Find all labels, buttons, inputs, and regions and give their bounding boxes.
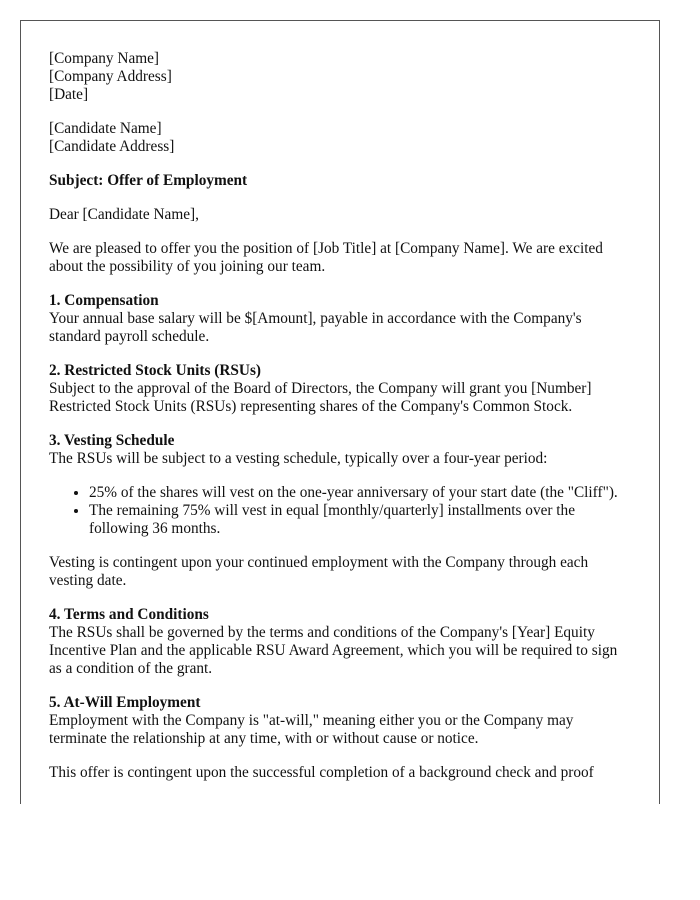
recipient-block	[49, 120, 633, 156]
section-title: 5. At-Will Employment	[49, 694, 201, 711]
intro-paragraph: We are pleased to offer you the position of [Job Title] at [Company Name]. We are excited about the possibility of you joining our team.	[49, 240, 603, 275]
candidate-name: [Candidate Name]	[49, 120, 162, 137]
section-body: Subject to the approval of the Board of Directors, the Company will grant you [Number] Restricted Stock Units (RSUs) representing shares of the Company's Common Stock.	[49, 380, 592, 415]
section-compensation	[49, 292, 633, 346]
section-title: 1. Compensation	[49, 292, 159, 309]
section-terms	[49, 606, 633, 678]
section-title: 4. Terms and Conditions	[49, 606, 209, 623]
section-rsus	[49, 362, 633, 416]
sender-block	[49, 50, 633, 104]
vesting-list	[49, 484, 633, 538]
section-body: The RSUs will be subject to a vesting schedule, typically over a four-year period:	[49, 450, 548, 467]
section-at-will	[49, 694, 633, 748]
company-name: [Company Name]	[49, 50, 160, 67]
company-address: [Company Address]	[49, 68, 172, 85]
vesting-note: Vesting is contingent upon your continued employment with the Company through each vesting date.	[49, 554, 589, 589]
list-item: • 25% of the shares will vest on the one-year anniversary of your start date (the "Cliff").	[89, 484, 633, 502]
letter-subject: Subject: Offer of Employment	[49, 172, 248, 189]
salutation: Dear [Candidate Name],	[49, 206, 199, 223]
section-title: 2. Restricted Stock Units (RSUs)	[49, 362, 262, 379]
letter-content	[49, 50, 633, 798]
section-vesting	[49, 432, 633, 590]
section-body: Your annual base salary will be $[Amount], payable in accordance with the Company's standard payroll schedule.	[49, 310, 582, 345]
section-body: Employment with the Company is "at-will," meaning either you or the Company may terminate the relationship at any time, with or without cause or notice.	[49, 712, 574, 747]
candidate-address: [Candidate Address]	[49, 138, 175, 155]
section-title: 3. Vesting Schedule	[49, 432, 175, 449]
letter-page	[20, 20, 660, 804]
list-item: • The remaining 75% will vest in equal [monthly/quarterly] installments over the following 36 months.	[89, 502, 633, 538]
closing-paragraph: This offer is contingent upon the successful completion of a background check and proof	[49, 764, 594, 781]
section-body: The RSUs shall be governed by the terms and conditions of the Company's [Year] Equity Incentive Plan and the applicable RSU Award Agreement, which you will be required to sign as a condition of the grant.	[49, 624, 618, 677]
letter-date: [Date]	[49, 86, 89, 103]
